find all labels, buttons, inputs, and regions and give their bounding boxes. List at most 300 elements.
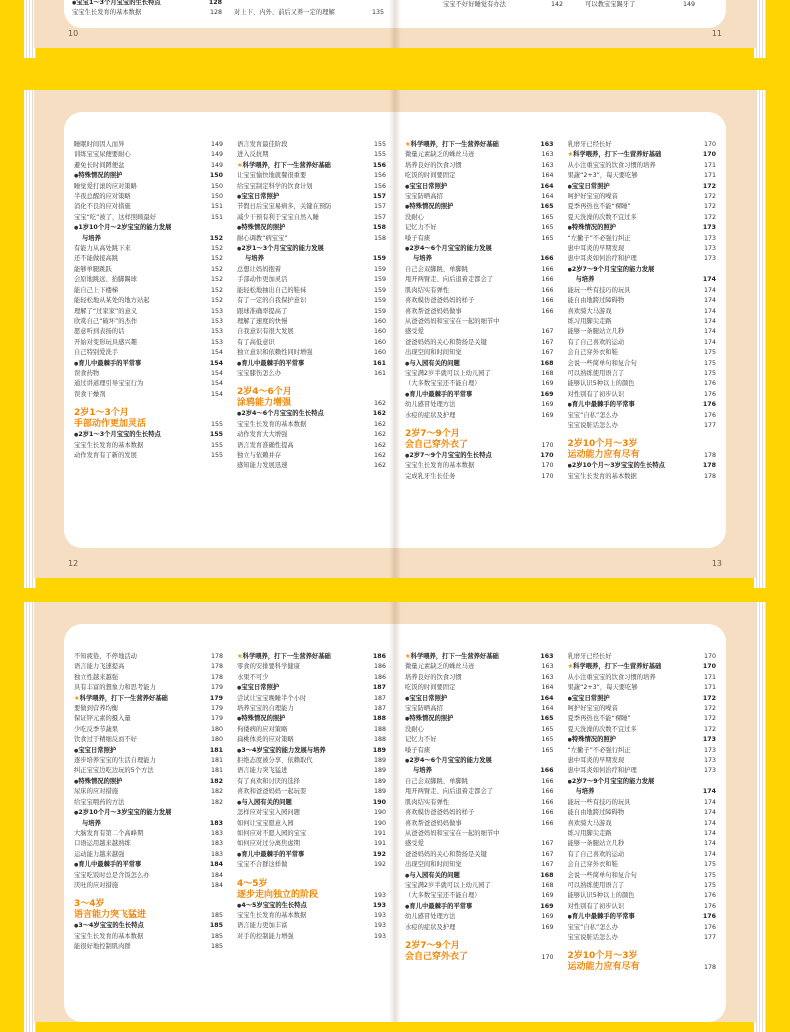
- toc-entry-title: ● 宝宝日常照护: [568, 694, 610, 704]
- toc-entry-title: 总想让妈妈抱着: [237, 265, 282, 273]
- toc-entry-page: 174: [703, 850, 716, 858]
- toc-entry: [237, 359, 386, 369]
- toc-entry-page: 164: [541, 172, 554, 180]
- toc-entry-title: 吃饭的时间要固定: [405, 172, 456, 180]
- toc-entry: [74, 223, 223, 233]
- chapter-title: 会自己穿外衣了: [405, 439, 469, 450]
- toc-entry-page: 169: [540, 902, 554, 910]
- toc-entry-title: 肌肉结实有弹性: [405, 798, 450, 806]
- toc-entry-title: ● 2岁7～9个月宝宝的能力发展: [568, 265, 655, 275]
- toc-column: [405, 652, 554, 973]
- toc-entry-page: 166: [541, 265, 554, 273]
- toc-entry-title: 独立与依赖并存: [237, 451, 282, 459]
- toc-entry-page: 162: [373, 462, 386, 470]
- toc-entry-title: 出现空间和时间知觉: [405, 349, 462, 357]
- toc-entry-title: 出现空间和时间知觉: [405, 861, 462, 869]
- toc-entry-title: 能自己上下楼梯: [74, 286, 119, 294]
- toc-entry: [405, 379, 554, 389]
- toc-entry: [405, 192, 554, 202]
- toc-entry-title: 宝宝“自私”怎么办: [567, 923, 619, 931]
- toc-entry: [237, 369, 386, 379]
- toc-entry-page: 155: [373, 141, 386, 148]
- toc-entry: [74, 921, 223, 931]
- toc-entry-title: 会说一些简单句和复合句: [567, 871, 637, 879]
- toc-entry-page: 179: [210, 684, 223, 692]
- toc-entry-page: 170: [703, 141, 716, 148]
- toc-entry-title: 节假日后宝宝易病多，关键在预防: [237, 203, 332, 211]
- toc-entry-title: ● 育儿中最棘手的平常事: [405, 390, 472, 400]
- toc-entry-page: 171: [703, 684, 716, 692]
- toc-entry-title: 感受爱: [405, 840, 424, 848]
- toc-entry: [74, 359, 223, 369]
- toc-entry-page: 184: [210, 881, 223, 889]
- toc-entry-page: 166: [541, 307, 554, 315]
- toc-entry-title: 会自己穿外衣和鞋: [567, 349, 618, 357]
- toc-entry: [74, 942, 223, 952]
- toc-entry: [74, 746, 223, 756]
- toc-entry-page: 173: [702, 224, 716, 232]
- toc-entry-title: 进入反抗期: [237, 151, 269, 159]
- toc-entry-title: 有了真欢和讨厌的选择: [237, 777, 300, 785]
- toc-entry-title: 睡眠时间因人而异: [74, 141, 125, 148]
- toc-entry: [568, 421, 717, 431]
- toc-entry-page: 188: [373, 736, 386, 744]
- toc-entry-page: 173: [703, 255, 716, 263]
- toc-entry-page: 157: [373, 203, 386, 211]
- toc-entry: [568, 140, 717, 150]
- chapter-age: 2岁7～9个月: [405, 940, 460, 951]
- toc-entry-page: 178: [210, 653, 223, 660]
- toc-entry: [568, 777, 717, 787]
- toc-entry-page: 152: [210, 255, 223, 263]
- toc-entry-title: ★ 科学喂养，打下一生营养好基础: [74, 694, 168, 704]
- toc-entry-page: 180: [210, 736, 223, 744]
- toc-entry-title: ● 2岁7～9个月宝宝的能力发展: [568, 777, 655, 787]
- toc-entry-page: 154: [210, 349, 223, 357]
- toc-entry-page: 169: [541, 380, 554, 388]
- toc-entry-title: ● 1岁10个月～2岁宝宝的能力发展: [74, 223, 171, 233]
- toc-entry: [568, 182, 717, 192]
- toc-entry: [74, 683, 223, 693]
- toc-entry-page: 169: [541, 411, 554, 419]
- toc-entry: [568, 662, 717, 672]
- toc-entry-title: 怎样应对宝宝入园问题: [237, 809, 300, 817]
- toc-entry-title: 宝宝生长发育的基本数据: [74, 932, 144, 940]
- toc-entry-title: ● 特殊情况的照护: [405, 714, 453, 724]
- toc-entry: [405, 902, 554, 912]
- toc-entry-page: 162: [373, 431, 386, 439]
- toc-entry: [237, 673, 386, 683]
- toc-entry: [74, 379, 223, 389]
- toc-entry: [568, 746, 717, 756]
- toc-entry-title: 水果不可少: [237, 673, 269, 681]
- toc-entry-page: 170: [702, 151, 716, 159]
- toc-entry: [405, 912, 554, 922]
- toc-entry-page: 181: [210, 767, 223, 775]
- toc-entry-page: 165: [541, 224, 554, 232]
- toc-entry: [74, 787, 223, 797]
- toc-entry-page: 171: [703, 172, 716, 180]
- toc-entry: [237, 409, 386, 419]
- toc-entry: [237, 662, 386, 672]
- toc-entry: [74, 860, 223, 870]
- toc-entry: [237, 338, 386, 348]
- toc-entry: [568, 461, 717, 471]
- toc-entry-page: 176: [703, 902, 716, 910]
- toc-entry: [405, 140, 554, 150]
- toc-entry-page: 165: [540, 715, 554, 723]
- toc-entry: [74, 307, 223, 317]
- toc-entry-page: 186: [372, 653, 386, 660]
- toc-entry: [237, 901, 386, 911]
- chapter-age: 2岁7～9个月: [405, 428, 460, 439]
- toc-entry: [405, 265, 554, 275]
- toc-entry: [405, 798, 554, 808]
- toc-entry-page: 161: [372, 359, 386, 367]
- toc-entry-page: 166: [541, 788, 554, 796]
- toc-entry: [405, 317, 554, 327]
- toc-entry-page: 175: [703, 369, 716, 377]
- toc-entry-page: 192: [373, 861, 386, 869]
- toc-entry: [237, 244, 386, 254]
- toc-entry: [237, 234, 386, 244]
- toc-entry-page: 149: [210, 151, 223, 159]
- toc-entry-title: 从小注重宝宝的饮食习惯的培养: [567, 161, 656, 169]
- toc-entry-title: 宝宝“自私”怎么办: [567, 411, 619, 419]
- toc-entry-title: 与培养: [82, 234, 101, 242]
- toc-column: [74, 652, 223, 953]
- chapter-page: 155: [210, 421, 223, 429]
- toc-entry-page: 157: [373, 213, 386, 221]
- toc-entry-title: 睡觉爱打滚的应对策略: [74, 182, 137, 190]
- toc-entry-title: ● 2岁10个月～3岁宝宝的能力发展: [74, 808, 171, 818]
- toc-entry: [74, 390, 223, 400]
- toc-entry-title: 与培养: [245, 255, 264, 263]
- toc-entry: [237, 777, 386, 787]
- toc-entry-title: 欣赏自己“破坏”的杰作: [74, 317, 138, 325]
- toc-entry-title: 给宝宝制定科学的饮食计划: [237, 182, 313, 190]
- toc-entry-title: 夏天洗澡的次数不宜过多: [567, 725, 637, 733]
- toc-entry: [568, 275, 717, 285]
- toc-entry: [237, 317, 386, 327]
- toc-entry: [74, 202, 223, 212]
- toc-entry-title: 可以熟练使用语言了: [567, 369, 625, 377]
- toc-entry: [405, 296, 554, 306]
- toc-entry-page: 174: [702, 276, 716, 284]
- toc-entry-title: 从爸爸妈妈和宝宝在一起的细节中: [405, 829, 500, 837]
- toc-entry-page: 155: [209, 431, 223, 439]
- toc-entry: [568, 213, 717, 223]
- toc-entry-page: 165: [541, 234, 554, 242]
- page-number: 10: [68, 29, 79, 38]
- toc-entry-title: 夏季再热也不能“裸睡”: [567, 715, 631, 723]
- toc-entry-page: 176: [703, 923, 716, 931]
- toc-entry: [568, 171, 717, 181]
- toc-entry: [74, 327, 223, 337]
- toc-entry-title: ● 特殊情况的照护: [237, 223, 285, 233]
- toc-entry-title: 嗓子有痰: [405, 234, 431, 242]
- toc-entry-title: 肌肉结实有弹性: [405, 286, 450, 294]
- toc-entry-title: ● 2岁4～6个月宝宝的能力发展: [405, 244, 492, 254]
- toc-entry-page: 193: [373, 922, 386, 930]
- toc-entry-page: 186: [373, 673, 386, 681]
- toc-entry-title: ● 与入园有关的问题: [237, 798, 292, 808]
- toc-entry-title: 能玩一些有技巧的玩具: [567, 798, 631, 806]
- toc-entry-title: 从小注重宝宝的饮食习惯的培养: [567, 673, 656, 681]
- toc-entry: [237, 296, 386, 306]
- toc-entry: [237, 192, 386, 202]
- toc-column: [237, 652, 386, 953]
- toc-entry-title: ● 育儿中最棘手的平常事: [405, 902, 472, 912]
- toc-entry-page: 174: [703, 840, 716, 848]
- toc-entry: [74, 161, 223, 171]
- toc-entry-page: 166: [541, 276, 554, 284]
- chapter-heading: [74, 408, 223, 430]
- toc-entry: [568, 265, 717, 275]
- chapter-title: 逐步走向独立的阶段: [237, 889, 319, 900]
- toc-entry-title: 耐心调教“病宝宝”: [237, 234, 288, 242]
- toc-entry: [237, 348, 386, 358]
- toc-entry-page: 153: [210, 307, 223, 315]
- chapter-age: 3～4岁: [74, 899, 105, 910]
- toc-entry-page: 154: [210, 369, 223, 377]
- toc-entry-title: 宝宝防晒高招: [405, 705, 443, 713]
- toc-entry-title: ● 特殊情况的照护: [568, 223, 616, 233]
- page-15: [395, 602, 756, 1022]
- toc-entry: [74, 140, 223, 150]
- toc-entry-page: 173: [703, 245, 716, 253]
- toc-entry-page: 185: [209, 922, 223, 930]
- toc-entry-title: 运动能力越来越强: [74, 850, 125, 858]
- toc-entry-title: 完成乳牙生长任务: [405, 472, 456, 480]
- toc-entry: [74, 798, 223, 808]
- toc-entry: [405, 891, 554, 901]
- toc-entry-title: ● 特殊情况的照护: [237, 714, 285, 724]
- toc-entry-page: 166: [541, 809, 554, 817]
- toc-entry: [237, 461, 386, 471]
- toc-entry-page: 183: [210, 840, 223, 848]
- toc-entry-title: 有了自己喜欢的运动: [567, 338, 625, 346]
- toc-entry-page: 181: [209, 746, 223, 754]
- toc-entry-page: 187: [372, 684, 386, 692]
- toc-entry-title: ★ 科学喂养，打下一生营养好基础: [405, 652, 499, 662]
- toc-entry-title: 宝宝“吃”被了，这样照顾最好: [74, 213, 157, 221]
- toc-entry: [568, 390, 717, 400]
- toc-entry-page: 185: [210, 943, 223, 951]
- toc-entry-title: 微量元素缺乏的蛛丝马迹: [405, 151, 475, 159]
- toc-entry-page: 178: [210, 673, 223, 681]
- toc-entry-page: 191: [373, 840, 386, 848]
- toc-entry: [405, 472, 554, 482]
- toc-entry: [405, 348, 554, 358]
- toc-entry: [568, 694, 717, 704]
- chapter-title: 语言能力突飞猛进: [74, 910, 147, 921]
- toc-entry-page: 151: [210, 213, 223, 221]
- toc-entry-page: 179: [210, 715, 223, 723]
- toc-entry-title: 夏季再热也不能“裸睡”: [567, 203, 631, 211]
- toc-entry-title: 可以熟练使用语言了: [567, 881, 625, 889]
- toc-entry-title: 吃饭的时间要固定: [405, 684, 456, 692]
- toc-entry: [405, 673, 554, 683]
- toc-entry: [568, 714, 717, 724]
- toc-entry-page: 189: [373, 757, 386, 765]
- toc-entry-page: 159: [373, 286, 386, 294]
- toc-entry: [237, 839, 386, 849]
- toc-entry-title: 动作发育有了新的发展: [74, 451, 137, 459]
- toc-entry-title: 记忆力不好: [405, 736, 437, 744]
- toc-entry-title: 如何应对不愿入园的宝宝: [237, 829, 307, 837]
- toc-entry-page: 167: [541, 850, 554, 858]
- toc-entry-title: 消化不良的应对措施: [74, 203, 131, 211]
- toc-entry: [74, 881, 223, 891]
- toc-entry: [405, 683, 554, 693]
- toc-entry-title: 喜欢模仿爸爸妈妈的样子: [405, 297, 475, 305]
- toc-entry: [237, 714, 386, 724]
- toc-entry-page: 158: [373, 234, 386, 242]
- toc-entry-page: 159: [373, 265, 386, 273]
- toc-entry-title: 从爸爸妈妈和宝宝在一起的细节中: [405, 317, 500, 325]
- toc-entry-page: 176: [703, 380, 716, 388]
- toc-entry: [568, 850, 717, 860]
- toc-entry: [405, 756, 554, 766]
- toc-entry-title: ● 育儿中最棘手的平常事: [568, 912, 635, 922]
- toc-entry-title: 尝试让宝宝晚睡半个小时: [237, 694, 307, 702]
- toc-entry: [237, 694, 386, 704]
- toc-entry-page: 165: [541, 746, 554, 754]
- toc-entry-page: 188: [372, 715, 386, 723]
- toc-entry: [405, 411, 554, 421]
- page-number: 12: [68, 559, 79, 568]
- toc-entry-title: 扁桃体炎的应对策略: [237, 736, 294, 744]
- toc-entry: [405, 787, 554, 797]
- toc-entry-page: 169: [541, 923, 554, 931]
- toc-entry-page: 172: [702, 182, 716, 190]
- toc-entry: [74, 286, 223, 296]
- toc-entry-page: 150: [209, 172, 223, 180]
- toc-entry-page: 172: [703, 725, 716, 733]
- toc-entry: [74, 652, 223, 662]
- toc-entry-title: 有了自己喜欢的运动: [567, 850, 625, 858]
- toc-entry: [405, 390, 554, 400]
- toc-entry-page: 189: [373, 788, 386, 796]
- toc-entry: [237, 182, 386, 192]
- toc-entry-page: 158: [372, 224, 386, 232]
- toc-entry: [568, 704, 717, 714]
- toc-entry-title: ● 育儿中最棘手的平常事: [568, 400, 635, 410]
- toc-entry-page: 172: [703, 203, 716, 211]
- toc-entry-page: 168: [540, 871, 554, 879]
- toc-entry: [74, 171, 223, 181]
- toc-entry: [568, 839, 717, 849]
- toc-entry: [237, 430, 386, 440]
- toc-entry-title: ● 宝宝日常照护: [237, 192, 279, 202]
- toc-entry-page: 164: [540, 694, 554, 702]
- toc-entry-title: 果蔬“2+3”，每天要吃够: [567, 172, 638, 180]
- toc-entry-title: 宝宝吃饭时总是含饭怎么办: [74, 871, 150, 879]
- toc-entry-title: 培养良好的饮食习惯: [405, 673, 462, 681]
- toc-entry-title: 嗓子有痰: [405, 746, 431, 754]
- toc-entry-page: 166: [540, 255, 554, 263]
- chapter-title: 涂鸦能力增强: [237, 398, 292, 409]
- toc-entry-page: 190: [373, 819, 386, 827]
- toc-entry-page: 163: [541, 161, 554, 169]
- toc-entry-title: 喜欢帮爸爸妈妈做事: [405, 819, 462, 827]
- toc-entry-title: “左撇子”不必强行纠正: [567, 234, 631, 242]
- toc-entry-title: 能够单腿跳跃: [74, 265, 112, 273]
- toc-entry-title: 会说一些简单句和复合句: [567, 359, 637, 367]
- toc-entry-title: 避免长时间蹲便盆: [74, 161, 125, 169]
- toc-entry-page: 152: [210, 286, 223, 294]
- toc-entry: [405, 286, 554, 296]
- toc-entry-title: 能自由地跨过障碍物: [567, 297, 625, 305]
- toc-entry: [568, 912, 717, 922]
- toc-entry: [405, 714, 554, 724]
- chapter-title: 会自己穿外衣了: [405, 951, 469, 962]
- toc-entry-page: 175: [703, 861, 716, 869]
- toc-entry-page: 155: [210, 451, 223, 459]
- toc-entry-page: 163: [540, 653, 554, 660]
- toc-entry-page: 153: [210, 338, 223, 346]
- toc-entry: [568, 379, 717, 389]
- toc-entry-title: 逐步培养宝宝的生活自理能力: [74, 757, 156, 765]
- toc-entry-page: 162: [373, 420, 386, 428]
- toc-entry: [568, 244, 717, 254]
- chapter-age: 2岁4～6个月: [237, 387, 292, 398]
- toc-entry-title: 宝宝生长发育的基本数据: [405, 462, 475, 470]
- toc-entry-title: 呵护好宝宝的噪音: [567, 193, 618, 201]
- toc-entry: [237, 911, 386, 921]
- toc-entry: [237, 451, 386, 461]
- toc-entry-page: 181: [210, 757, 223, 765]
- page-number: 11: [711, 29, 722, 38]
- toc-entry-title: 宝宝生长发育的基本数据: [567, 472, 637, 480]
- page-number: 13: [711, 559, 722, 568]
- toc-entry-page: 182: [210, 798, 223, 806]
- toc-entry: [568, 369, 717, 379]
- toc-entry-title: 跟球准确率提高了: [237, 307, 288, 315]
- toc-entry-title: ● 育儿中最棘手的平常事: [74, 359, 141, 369]
- toc-entry: [405, 171, 554, 181]
- toc-entry: [74, 348, 223, 358]
- toc-entry-page: 193: [373, 911, 386, 919]
- book-spread-pages-12-13: [34, 90, 756, 578]
- toc-entry-page: 163: [541, 663, 554, 671]
- toc-entry: [74, 317, 223, 327]
- toc-entry: [74, 871, 223, 881]
- toc-entry-title: 喜欢骑大马游戏: [567, 819, 612, 827]
- toc-entry-page: 169: [541, 892, 554, 900]
- toc-entry-page: 160: [373, 317, 386, 325]
- toc-entry-page: 179: [209, 694, 223, 702]
- toc-entry-page: 189: [373, 767, 386, 775]
- toc-entry: [405, 338, 554, 348]
- toc-entry: [74, 213, 223, 223]
- toc-entry: [568, 317, 717, 327]
- toc-entry: [568, 234, 717, 244]
- chapter-page: 170: [541, 953, 554, 961]
- toc-entry-page: 153: [210, 328, 223, 336]
- toc-entry-title: 记忆力不好: [405, 224, 437, 232]
- toc-entry-page: 152: [210, 245, 223, 253]
- toc-entry: [568, 359, 717, 369]
- toc-entry-title: ● 宝宝日常照护: [237, 683, 279, 693]
- toc-entry-page: 189: [373, 777, 386, 785]
- toc-entry-page: 169: [540, 390, 554, 398]
- toc-entry-page: 165: [540, 203, 554, 211]
- toc-entry-title: 水痘的症状及护理: [405, 923, 456, 931]
- book-spread-pages-10-11: [34, 0, 756, 48]
- chapter-heading: [405, 941, 554, 963]
